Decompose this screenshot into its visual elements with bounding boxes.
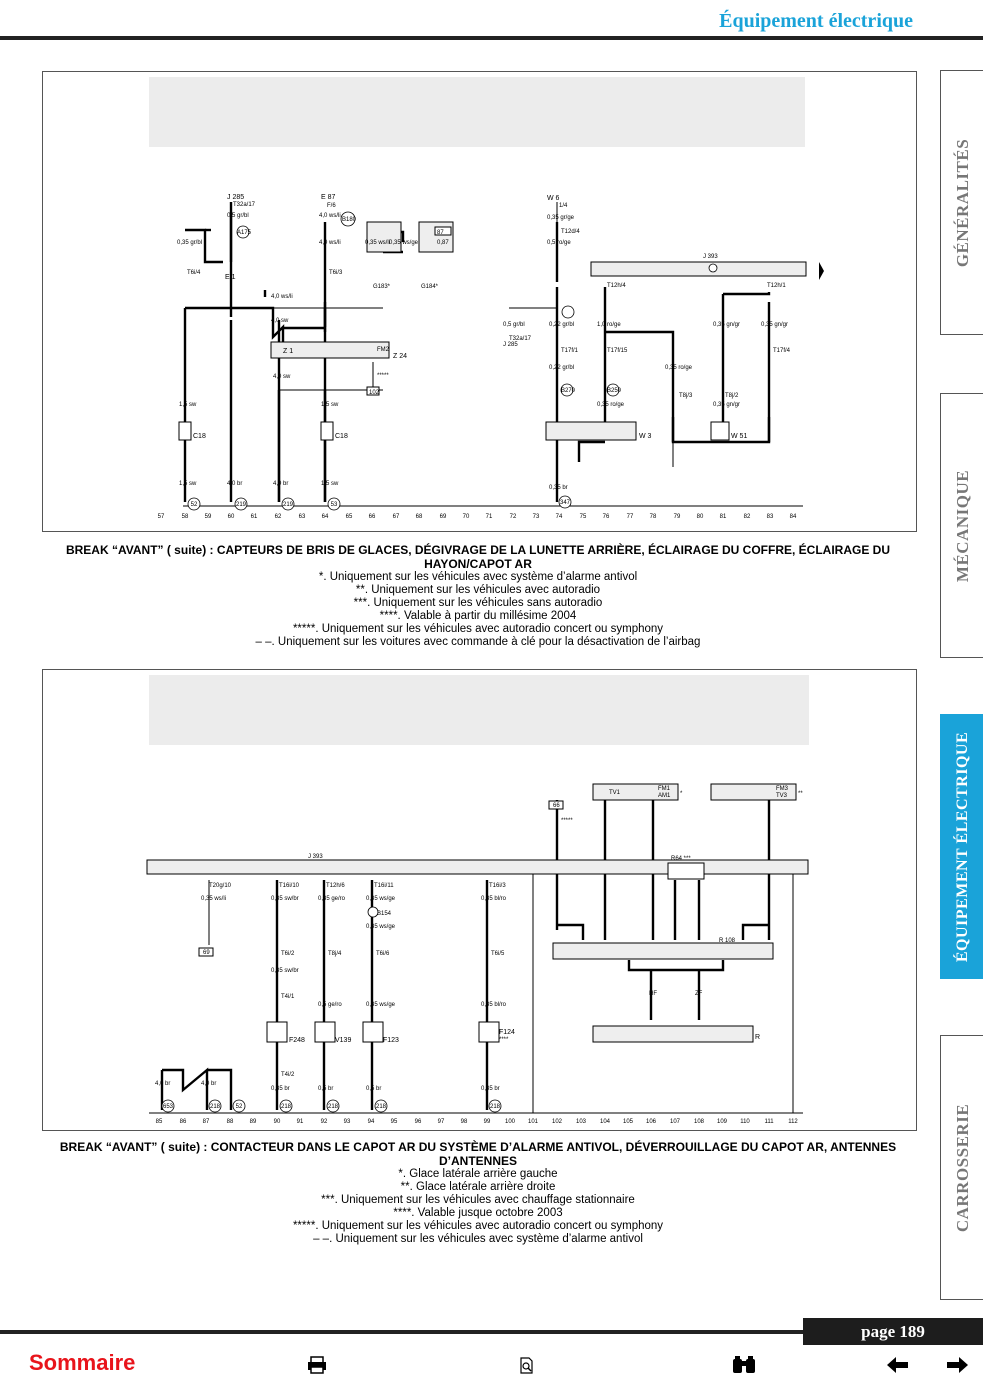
label-t12h4: T12h/4 xyxy=(607,283,626,289)
ground-num: 81 xyxy=(719,514,727,520)
ground-num: 91 xyxy=(296,1119,304,1125)
label-j393: J 393 xyxy=(308,854,323,860)
wire-label: 1,5 sw xyxy=(179,402,197,408)
header-rule xyxy=(0,36,983,40)
label-t8j4: T8j/4 xyxy=(328,951,342,957)
ground-num: 98 xyxy=(460,1119,468,1125)
ground-circle-label: 219 xyxy=(282,502,294,508)
label-g183: G183* xyxy=(373,284,391,290)
ground-circle-label: 653 xyxy=(162,1104,174,1110)
ground-num: 92 xyxy=(320,1119,328,1125)
ground-num: 64 xyxy=(321,514,329,520)
tab-carrosserie-label: CARROSSERIE xyxy=(952,1103,972,1232)
diagram-2-schematic xyxy=(43,670,916,1130)
caption-2-note: – –. Uniquement sur les véhicules avec système d’alarme antivol xyxy=(313,1233,643,1245)
ground-circle-label: 218 xyxy=(327,1104,339,1110)
ground-num: 107 xyxy=(669,1119,681,1125)
label-z1: Z 1 xyxy=(283,348,294,355)
ground-num: 78 xyxy=(649,514,657,520)
label-fm1: FM1 xyxy=(658,786,670,792)
wire-label: 4,0 sw xyxy=(273,374,291,380)
label-t17f1: T17f/1 xyxy=(561,348,579,354)
ground-num: 94 xyxy=(367,1119,375,1125)
wire-label: 4,0 br xyxy=(201,1081,217,1087)
label-t32a17-b: T32a/17 xyxy=(509,336,532,342)
label-stars: ***** xyxy=(377,373,389,379)
ground-num: 70 xyxy=(462,514,470,520)
ground-num: 76 xyxy=(602,514,610,520)
label-v139: V139 xyxy=(335,1037,352,1044)
wire-label: 0,35 ws/ge xyxy=(366,924,396,930)
label-66: 66 xyxy=(553,803,560,809)
tab-generalites-label: GÉNÉRALITÉS xyxy=(952,138,972,267)
label-g184: G184* xyxy=(421,284,439,290)
label-t6i6: T6i/6 xyxy=(376,951,390,957)
tab-carrosserie[interactable] xyxy=(940,1035,983,1300)
wire-label: 0,35 ws/li xyxy=(365,240,391,246)
ground-num: 109 xyxy=(716,1119,728,1125)
caption-2-note: *. Glace latérale arrière gauche xyxy=(398,1168,558,1180)
caption-1-note: *****. Uniquement sur les véhicules avec autoradio concert ou symphony xyxy=(292,623,664,635)
label-f123: F123 xyxy=(383,1037,399,1044)
label-e87: E 87 xyxy=(321,194,336,201)
wire-label: 4,0 ws/li xyxy=(319,213,341,219)
ground-num: 99 xyxy=(483,1119,491,1125)
label-w6: W 6 xyxy=(547,195,560,202)
wire-label: 0,35 ro/ge xyxy=(665,365,693,371)
ground-num: 72 xyxy=(509,514,517,520)
label-b270: B270 xyxy=(561,388,576,394)
wire-label: 0,35 ws/ge xyxy=(366,1002,396,1008)
label-t8j2: T8j/2 xyxy=(725,393,739,399)
wiring-diagram-1 xyxy=(42,71,917,532)
ground-num: 102 xyxy=(551,1119,563,1125)
label-t6i2: T6i/2 xyxy=(281,951,295,957)
wire-label: 0,5 gr/bl xyxy=(503,322,525,328)
ground-num: 83 xyxy=(766,514,774,520)
tab-mecanique[interactable] xyxy=(940,393,983,658)
label-b154: B154 xyxy=(377,911,392,917)
ground-circle-label: 53 xyxy=(330,502,338,508)
label-102: 102 xyxy=(369,390,380,396)
label-fm2: FM2 xyxy=(377,347,389,353)
ground-num: 96 xyxy=(414,1119,422,1125)
wire-label: 0,35 br xyxy=(481,1086,500,1092)
label-r: R xyxy=(755,1034,761,1041)
ground-num: 67 xyxy=(392,514,400,520)
wire-label: 0,35 ws/ge xyxy=(389,240,419,246)
wire-label: 0,35 ws/li xyxy=(201,896,227,902)
label-zf: ZF xyxy=(695,991,703,997)
tab-equipement-electrique-label: ÉQUIPEMENT ÉLECTRIQUE xyxy=(953,731,971,962)
wire-label: 0,35 ge/ro xyxy=(318,896,346,902)
label-r108: R 108 xyxy=(719,938,736,944)
section-title: Équipement électrique xyxy=(719,10,913,32)
ground-circle-label: 52 xyxy=(235,1104,243,1110)
caption-1-note: **. Uniquement sur les véhicules avec autoradio xyxy=(355,584,601,596)
label-t12h1: T12h/1 xyxy=(767,283,786,289)
label-f248: F248 xyxy=(289,1037,305,1044)
wire-label: 4,0 br xyxy=(155,1081,171,1087)
arrow-right-icon[interactable] xyxy=(946,1357,968,1373)
ground-num: 110 xyxy=(740,1119,750,1125)
label-t16i3: T16i/3 xyxy=(489,883,506,889)
ground-num: 100 xyxy=(504,1119,516,1125)
wire-label: 4,0 ws/li xyxy=(319,240,341,246)
caption-1-title: BREAK “AVANT” ( suite) : CAPTEURS DE BRIS DE GLACES, DÉGIVRAGE DE LA LUNETTE ARRIÈRE, ÉCLAIRAGE DU COFFRE, ÉCLAIRAGE DU HAYON/CAPOT AR xyxy=(65,543,891,571)
label-b180: B180 xyxy=(342,217,357,223)
ground-num: 66 xyxy=(368,514,376,520)
wire-label: 0,35 gn/gr xyxy=(713,322,741,328)
label-e1: E 1 xyxy=(225,274,236,281)
label-w3: W 3 xyxy=(639,433,652,440)
wire-label: 0,22 gr/bl xyxy=(549,322,575,328)
search-document-icon[interactable] xyxy=(519,1357,535,1375)
wire-label: 0,5 br xyxy=(366,1086,382,1092)
label-t12d4: T12d/4 xyxy=(561,229,580,235)
ground-num: 89 xyxy=(249,1119,257,1125)
page-number: page 189 xyxy=(803,1318,983,1345)
wire-label: 0,5 ge/ro xyxy=(318,1002,342,1008)
wire-label: 0,35 gn/gr xyxy=(713,402,741,408)
wire-label: 4,0 sw xyxy=(271,318,289,324)
label-t20g10: T20g/10 xyxy=(209,883,232,889)
ground-circle-label: 219 xyxy=(235,502,247,508)
label-t8j3: T8j/3 xyxy=(679,393,693,399)
caption-2-title: BREAK “AVANT” ( suite) : CONTACTEUR DANS LE CAPOT AR DU SYSTÈME D’ALARME ANTIVOL, DÉVERROUILLAGE DU CAPOT AR, ANTENNES D’ANTENNES xyxy=(59,1140,897,1168)
ground-num: 90 xyxy=(273,1119,281,1125)
ground-num: 74 xyxy=(555,514,563,520)
sommaire-link[interactable]: Sommaire xyxy=(29,1350,136,1375)
ground-num: 65 xyxy=(345,514,353,520)
ground-num: 101 xyxy=(527,1119,539,1125)
wire-label: 1,5 sw xyxy=(321,481,339,487)
ground-num: 88 xyxy=(226,1119,234,1125)
label-w51: W 51 xyxy=(731,433,748,440)
label-star2: ** xyxy=(798,791,803,797)
wire-label: 0,5 ro/ge xyxy=(547,240,571,246)
wire-label: 0,35 ws/ge xyxy=(366,896,396,902)
caption-2-note: ***. Uniquement sur les véhicules avec chauffage stationnaire xyxy=(321,1194,635,1206)
ground-num: 68 xyxy=(415,514,423,520)
ground-circle-label: 218 xyxy=(375,1104,387,1110)
ground-num: 73 xyxy=(532,514,540,520)
label-am1: AM1 xyxy=(658,793,671,799)
binoculars-icon[interactable] xyxy=(731,1355,757,1375)
ground-num: 87 xyxy=(202,1119,210,1125)
wire-label: 0,35 bl/ro xyxy=(481,896,507,902)
ground-circle-label: 52 xyxy=(190,502,198,508)
wire-label: 0,35 gr/ge xyxy=(547,215,575,221)
label-87: 87 xyxy=(437,230,444,236)
label-fm3: FM3 xyxy=(776,786,788,792)
wire-label: 1,5 sw xyxy=(321,402,339,408)
label-c18-a: C18 xyxy=(193,433,206,440)
label-t32a17: T32a/17 xyxy=(233,202,256,208)
label-c18-b: C18 xyxy=(335,433,348,440)
diagram-1-schematic xyxy=(43,72,916,531)
wire-label: 0,5 br xyxy=(318,1086,334,1092)
ground-num: 97 xyxy=(437,1119,445,1125)
caption-1-note: *. Uniquement sur les véhicules avec système d’alarme antivol xyxy=(318,571,638,583)
caption-2-note: ****. Valable jusque octobre 2003 xyxy=(393,1207,563,1219)
ground-num: 80 xyxy=(696,514,704,520)
ground-num: 57 xyxy=(157,514,165,520)
label-t6i5: T6i/5 xyxy=(491,951,505,957)
ground-num: 69 xyxy=(439,514,447,520)
ground-num: 111 xyxy=(764,1119,774,1125)
label-j285: J 285 xyxy=(227,194,245,201)
ground-num: 79 xyxy=(673,514,681,520)
ground-circle-label: 218 xyxy=(209,1104,221,1110)
label-t4i2: T4i/2 xyxy=(281,1072,295,1078)
caption-2-note: **. Glace latérale arrière droite xyxy=(400,1181,556,1193)
ground-num: 71 xyxy=(485,514,493,520)
wire-label: 4,0 br xyxy=(227,481,243,487)
caption-1-note: ***. Uniquement sur les véhicules sans autoradio xyxy=(353,597,603,609)
label-f124-stars: **** xyxy=(499,1037,509,1043)
ground-num: 62 xyxy=(274,514,282,520)
ground-num: 63 xyxy=(298,514,306,520)
ground-num: 85 xyxy=(155,1119,163,1125)
label-z24: Z 24 xyxy=(393,353,408,360)
ground-num: 59 xyxy=(204,514,212,520)
wire-label: 0,35 bl/ro xyxy=(481,1002,507,1008)
label-1-4: 1/4 xyxy=(559,203,568,209)
ground-num: 77 xyxy=(626,514,634,520)
caption-1-note: ****. Valable à partir du millésime 2004 xyxy=(379,610,577,622)
ground-circle-label: 218 xyxy=(280,1104,292,1110)
wire-label: 0,35 br xyxy=(549,485,568,491)
wire-label: 0,5 gr/bl xyxy=(227,213,249,219)
tab-mecanique-label: MÉCANIQUE xyxy=(952,469,972,582)
caption-1 xyxy=(40,543,916,649)
label-j393: J 393 xyxy=(703,254,718,260)
wire-label: 0,35 br xyxy=(271,1086,290,1092)
wire-label: 0,35 ro/ge xyxy=(597,402,625,408)
wire-label: 4,0 ws/li xyxy=(271,294,293,300)
printer-icon[interactable] xyxy=(306,1356,328,1374)
arrow-left-icon[interactable] xyxy=(887,1357,909,1373)
label-stars5: ***** xyxy=(561,818,573,824)
wire-label: 0,35 gn/gr xyxy=(761,322,789,328)
label-hf: HF xyxy=(649,991,657,997)
label-69: 69 xyxy=(203,950,210,956)
ground-num: 112 xyxy=(788,1119,798,1125)
wire-label: 1,5 sw xyxy=(179,481,197,487)
ground-num: 106 xyxy=(645,1119,657,1125)
label-f124: F124 xyxy=(499,1029,515,1036)
label-j285-b: J 285 xyxy=(503,342,518,348)
ground-num: 75 xyxy=(579,514,587,520)
wire-label: 4,0 br xyxy=(273,481,289,487)
ground-num: 82 xyxy=(743,514,751,520)
label-tv1: TV1 xyxy=(609,790,621,796)
ground-num: 58 xyxy=(181,514,189,520)
wire-label: 0,35 gr/bl xyxy=(177,240,203,246)
label-t6i4: T6i/4 xyxy=(187,270,201,276)
label-tv3: TV3 xyxy=(776,793,788,799)
ground-circle-label: 218 xyxy=(489,1104,501,1110)
label-t6i3: T6i/3 xyxy=(329,270,343,276)
caption-1-note: – –. Uniquement sur les voitures avec commande à clé pour la désactivation de l’airbag xyxy=(255,636,701,648)
ground-num: 105 xyxy=(622,1119,634,1125)
ground-num: 104 xyxy=(599,1119,611,1125)
label-t4i1: T4i/1 xyxy=(281,994,295,1000)
ground-num: 108 xyxy=(693,1119,705,1125)
label-a175: A175 xyxy=(237,230,252,236)
ground-num: 86 xyxy=(179,1119,187,1125)
ground-num: 61 xyxy=(250,514,258,520)
label-t17f15: T17f/15 xyxy=(607,348,628,354)
label-star1: * xyxy=(680,791,683,797)
ground-num: 103 xyxy=(575,1119,587,1125)
label-f6: F/6 xyxy=(327,203,336,209)
wire-label: 1,0 ro/ge xyxy=(597,322,621,328)
wire-label: 0,22 gr/bl xyxy=(549,365,575,371)
wire-label: 0,35 sw/br xyxy=(271,896,299,902)
label-t16i11: T16i/11 xyxy=(374,883,394,889)
label-t12h6: T12h/6 xyxy=(326,883,345,889)
label-t16i10: T16i/10 xyxy=(279,883,300,889)
label-b250: B250 xyxy=(607,388,622,394)
ground-circle-label: 347 xyxy=(559,500,571,506)
tab-equipement-electrique[interactable] xyxy=(940,714,983,979)
tab-generalites[interactable] xyxy=(940,70,983,335)
ground-num: 95 xyxy=(390,1119,398,1125)
ground-num: 93 xyxy=(343,1119,351,1125)
wiring-diagram-2 xyxy=(42,669,917,1131)
caption-2 xyxy=(40,1140,916,1246)
caption-2-note: *****. Uniquement sur les véhicules avec autoradio concert ou symphony xyxy=(292,1220,664,1232)
wire-label: 0,87 xyxy=(437,240,449,246)
label-r64: R64 *** xyxy=(671,856,691,862)
label-t17f4: T17f/4 xyxy=(773,348,791,354)
ground-num: 84 xyxy=(789,514,797,520)
wire-label: 0,35 sw/br xyxy=(271,968,299,974)
ground-num: 60 xyxy=(227,514,235,520)
